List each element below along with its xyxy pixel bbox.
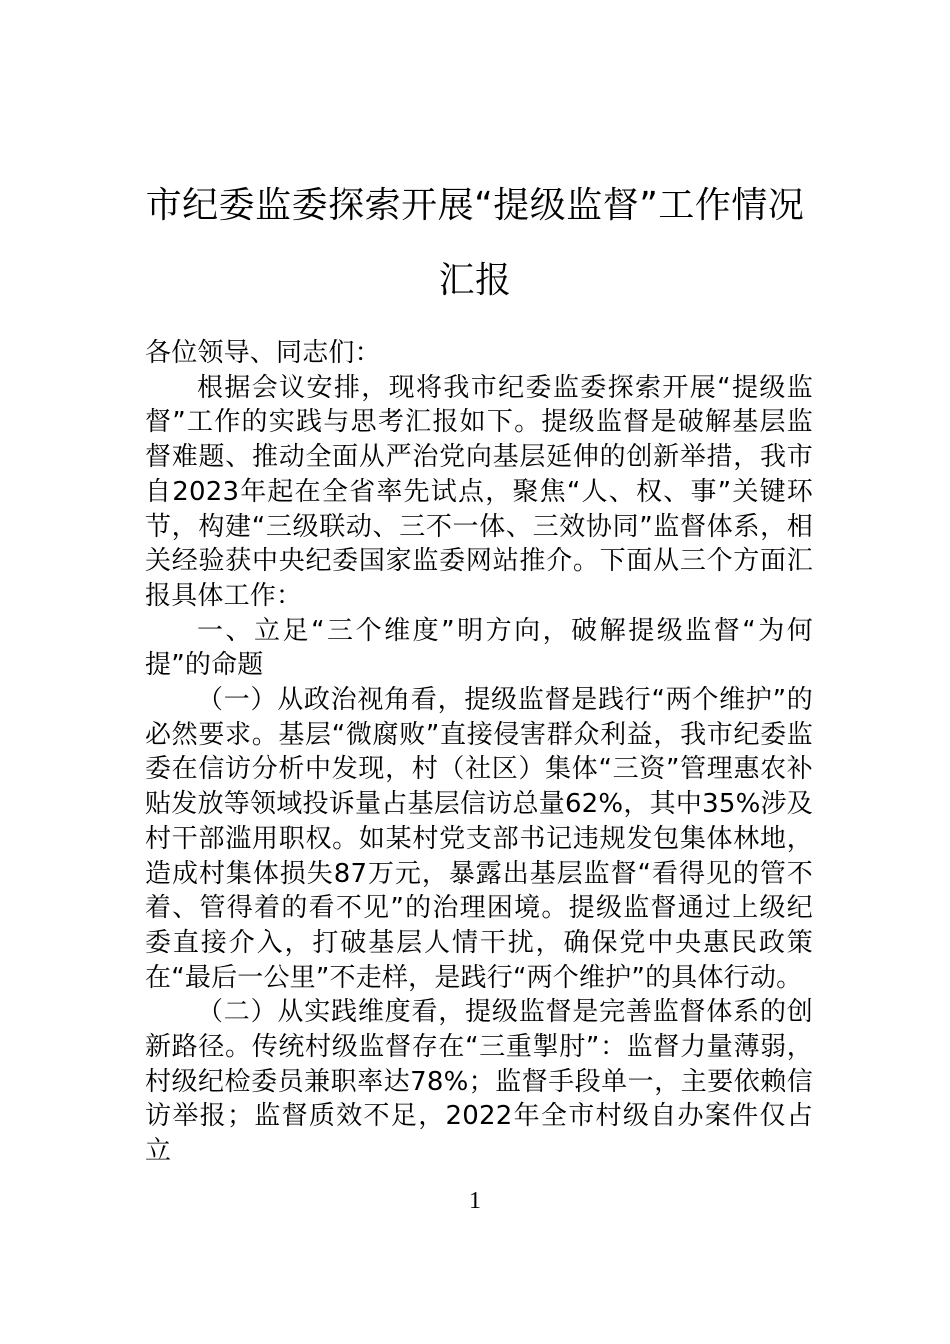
page-number: 1 [469, 1188, 481, 1214]
document-body [145, 336, 813, 1169]
paragraph-intro: 根据会议安排，现将我市纪委监委探索开展“提级监督”工作的实践与思考汇报如下。提级监督是破解基层监督难题、推动全面从严治党向基层延伸的创新举措，我市自2023年起在全省率先试点，聚焦“人、权、事”关键环节，构建“三级联动、三不一体、三效协同”监督体系，相关经验获中央纪委国家监委网站推介。下面从三个方面汇报具体工作： [145, 372, 813, 611]
document-title: 市纪委监委探索开展“提级监督”工作情况汇报 [145, 185, 805, 301]
section-heading-1: 一、立足“三个维度”明方向，破解提级监督“为何提”的命题 [145, 615, 813, 681]
paragraph-practice-dimension: （二）从实践维度看，提级监督是完善监督体系的创新路径。传统村级监督存在“三重掣肘”：监督力量薄弱，村级纪检委员兼职率达78%；监督手段单一，主要依赖信访举报；监督质效不足，2022年全市村级自办案件仅占立 [145, 997, 813, 1167]
salutation: 各位领导、同志们： [145, 338, 381, 368]
paragraph-political-perspective: （一）从政治视角看，提级监督是践行“两个维护”的必然要求。基层“微腐败”直接侵害群众利益，我市纪委监委在信访分析中发现，村（社区）集体“三资”管理惠农补贴发放等领域投诉量占基层信访总量62%，其中35%涉及村干部滥用职权。如某村党支部书记违规发包集体林地，造成村集体损失87万元，暴露出基层监督“看得见的管不着、管得着的看不见”的治理困境。提级监督通过上级纪委直接介入，打破基层人情干扰，确保党中央惠民政策在“最后一公里”不走样，是践行“两个维护”的具体行动。 [145, 685, 813, 993]
